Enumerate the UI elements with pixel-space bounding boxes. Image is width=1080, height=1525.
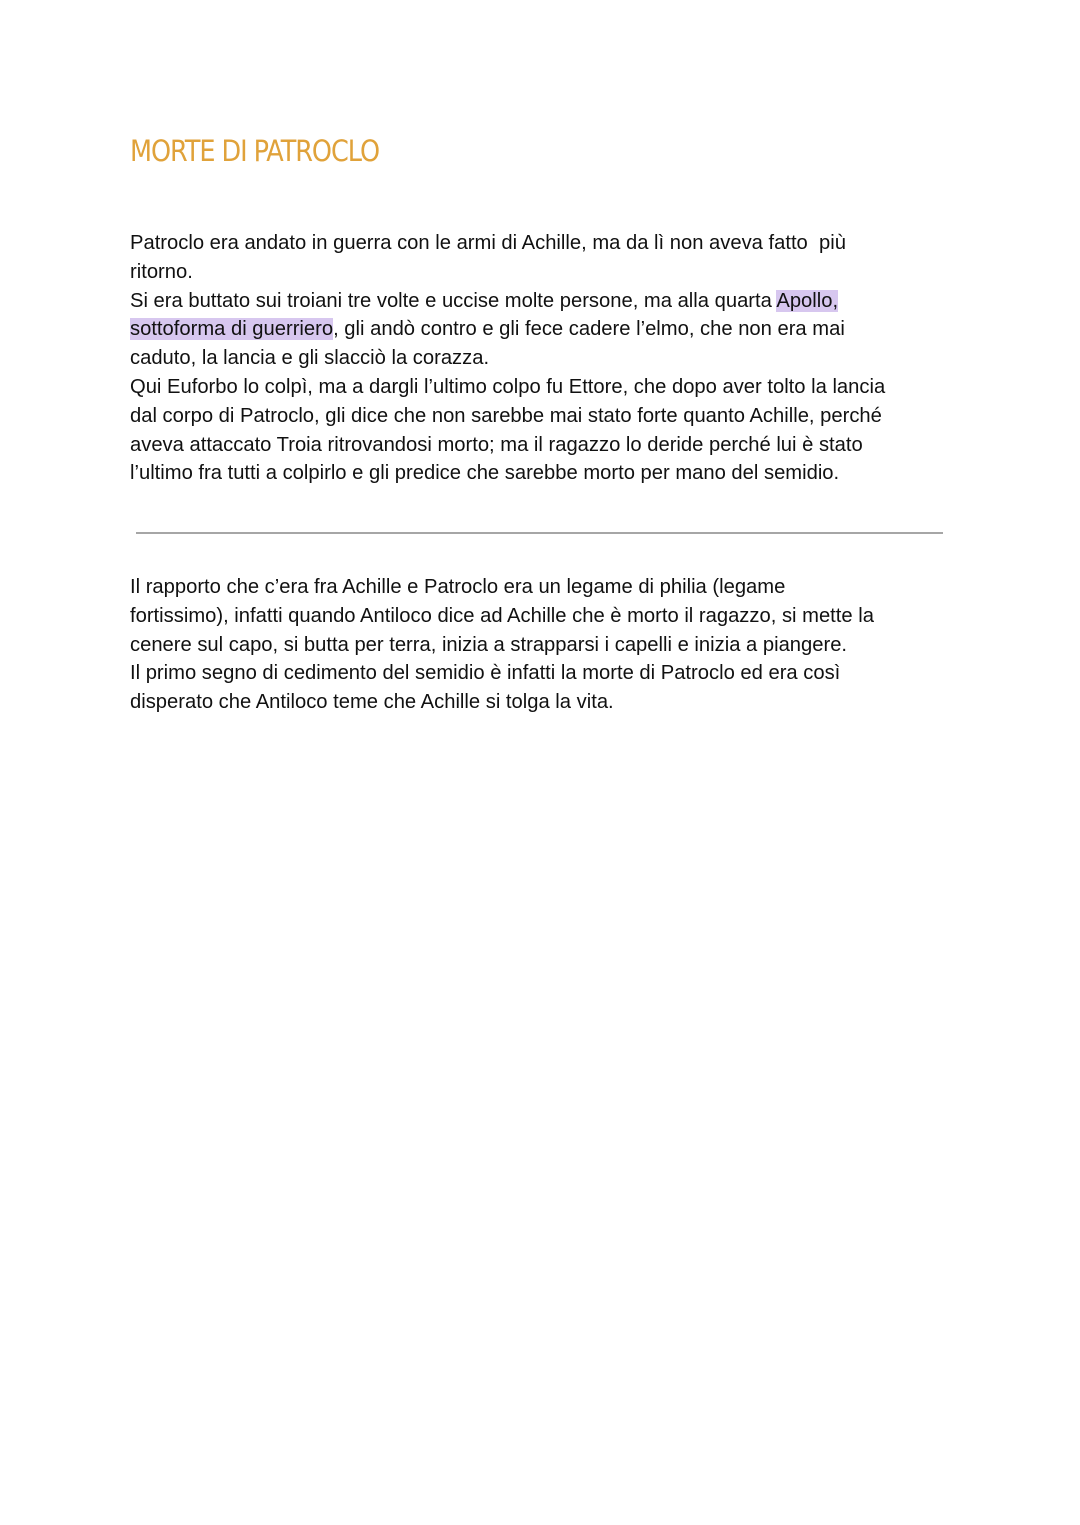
text-line [130,315,960,344]
page-title: MORTE DI PATROCLO [130,134,379,168]
text-line: cenere sul capo, si butta per terra, inizia a strapparsi i capelli e inizia a piangere. [130,633,848,656]
text-line: Patroclo era andato in guerra con le armi di Achille, ma da lì non aveva fatto più [130,232,846,254]
highlighted-text: Apollo, [776,289,839,312]
text-line [130,287,960,316]
text-line: Qui Euforbo lo colpì, ma a dargli l’ultimo colpo fu Ettore, che dopo aver tolto la lancia [130,375,886,398]
text-line: Il primo segno di cedimento del semidio è infatti la morte di Patroclo ed era così [130,662,841,685]
text-line: l’ultimo fra tutti a colpirlo e gli predice che sarebbe morto per mano del semidio. [130,462,840,485]
text-line: disperato che Antiloco teme che Achille si tolga la vita. [130,691,614,714]
horizontal-divider [136,532,943,534]
paragraph-philia-relationship [130,573,960,717]
text-line: caduto, la lancia e gli slacciò la corazza. [130,347,490,370]
text-line: fortissimo), infatti quando Antiloco dice ad Achille che è morto il ragazzo, si mette la [130,604,874,627]
highlighted-text: sottoforma di guerriero [130,318,334,341]
paragraph-patroclo-death [130,229,960,488]
text-line: dal corpo di Patroclo, gli dice che non sarebbe mai stato forte quanto Achille, perché [130,404,882,427]
text-line: aveva attaccato Troia ritrovandosi morto; ma il ragazzo lo deride perché lui è stato [130,433,863,456]
text-segment: , gli andò contro e gli fece cadere l’elmo, che non era mai [333,318,845,341]
text-line: ritorno. [130,260,193,283]
text-segment: Si era buttato sui troiani tre volte e uccise molte persone, ma alla quarta [130,289,777,312]
text-line: Il rapporto che c’era fra Achille e Patroclo era un legame di philia (legame [130,576,786,598]
